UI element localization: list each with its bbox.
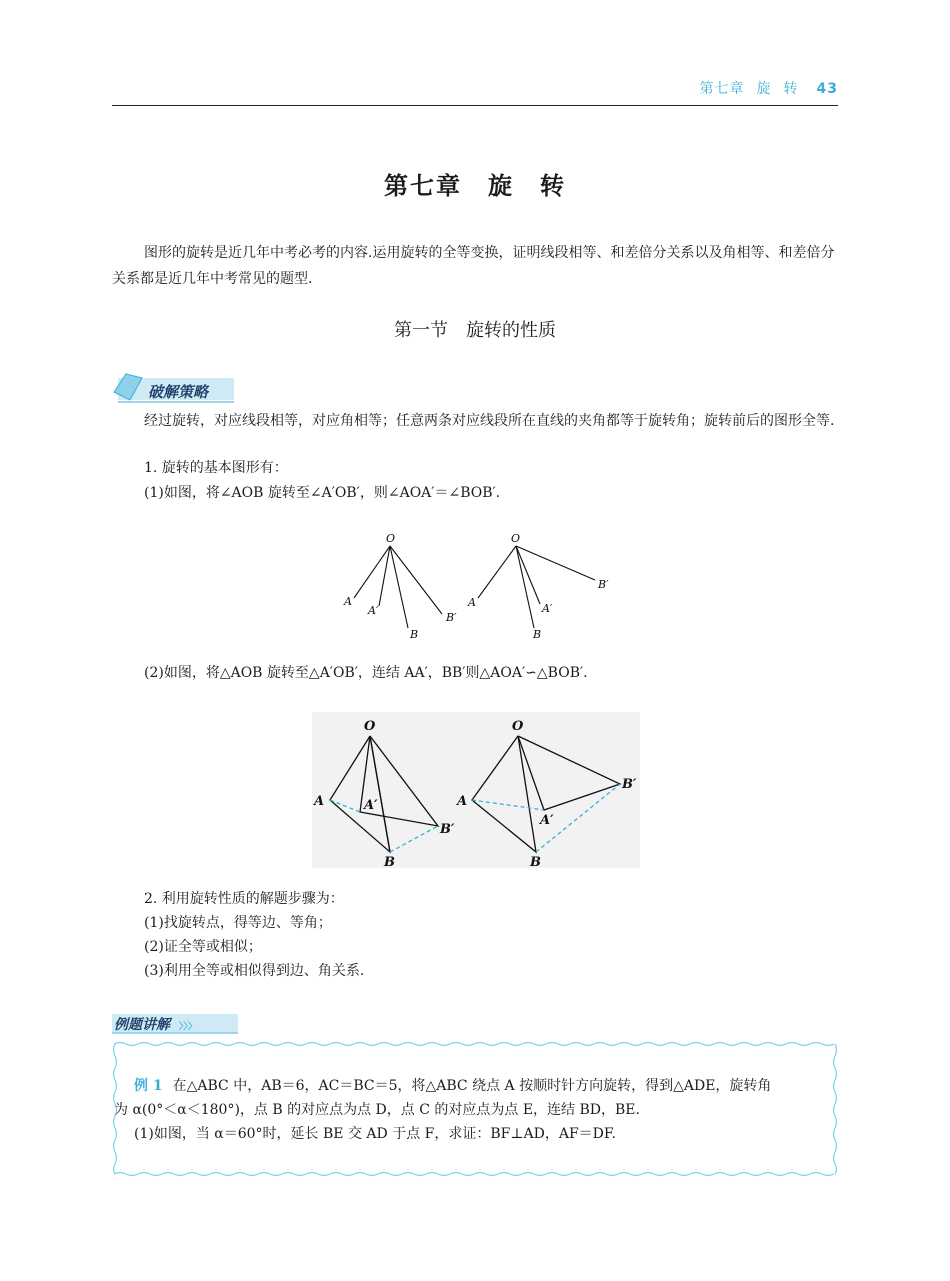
triangle-rotation-figure (312, 712, 640, 868)
ray-OA-prime (379, 546, 390, 606)
label-B-1: B (410, 628, 419, 641)
figure-background (312, 712, 640, 868)
ray-OA (354, 546, 390, 598)
label-B-prime-1: B′ (446, 611, 457, 624)
examples-badge-label (114, 1014, 197, 1034)
tri-label-B-2: B (530, 855, 541, 868)
label-B-prime-2: B′ (598, 578, 609, 591)
tri-label-B-prime-1: B′ (440, 822, 455, 837)
angle-rotation-figure (330, 528, 630, 646)
tri-label-A-2: A (457, 794, 468, 809)
ray-OB-2 (516, 546, 534, 628)
running-title-1: 旋 (756, 81, 772, 97)
label-A-prime-2: A′ (542, 602, 553, 615)
intro-paragraph: 图形的旋转是近几年中考必考的内容.运用旋转的全等变换，证明线段相等、和差倍分关系以及角相等、和差倍分关系都是近几年中考常见的题型. (112, 245, 835, 287)
item2-step-3: (3)利用全等或相似得到边、角关系. (144, 963, 365, 979)
item1-case2: (2)如图，将△AOB 旋转至△A′OB′，连结 AA′，BB′则△AOA′∽△BOB′. (144, 665, 588, 681)
strategy-summary: 经过旋转，对应线段相等，对应角相等；任意两条对应线段所在直线的夹角都等于旋转角；旋转前后的图形全等. (144, 413, 835, 429)
label-O-1: O (386, 532, 396, 545)
tri-label-A-prime-2: A′ (540, 813, 554, 828)
item2-step-2: (2)证全等或相似； (144, 939, 262, 955)
tri-label-B-1: B (384, 855, 395, 868)
running-title-2: 转 (783, 81, 799, 97)
label-O-2: O (511, 532, 521, 545)
label-A-2: A (468, 596, 476, 609)
example-1-text-2: 为 α(0°＜α＜180°)，点 B 的对应点为点 D，点 C 的对应点为点 E，连结 BD，BE. (114, 1102, 640, 1118)
header-rule (112, 105, 838, 106)
examples-badge-text: 例题讲解 (114, 1017, 170, 1033)
chapter-title: 第七章 旋 转 (384, 172, 566, 200)
item2-step-1: (1)找旋转点，得等边、等角； (144, 915, 332, 931)
item2-heading: 2. 利用旋转性质的解题步骤为： (144, 891, 344, 907)
example-1-part-1: (1)如图，当 α＝60°时，延长 BE 交 AD 于点 F，求证：BF⊥AD，AF＝DF. (134, 1126, 616, 1142)
ray-OA-2 (478, 546, 516, 598)
tri-label-B-prime-2: B′ (622, 777, 637, 792)
item1-heading: 1. 旋转的基本图形有： (144, 460, 288, 476)
example-1-line-1 (134, 1075, 771, 1097)
page-number: 43 (816, 81, 838, 97)
tri-label-O-2: O (512, 719, 524, 734)
label-B-2: B (533, 628, 542, 641)
item1-case1: (1)如图，将∠AOB 旋转至∠A′OB′，则∠AOA′＝∠BOB′. (144, 485, 501, 501)
section-title: 第一节 旋转的性质 (394, 320, 556, 341)
example-1-text-1: 在△ABC 中，AB＝6，AC＝BC＝5，将△ABC 绕点 A 按顺时针方向旋转，得到△ADE，旋转角 (172, 1078, 772, 1094)
tri-label-A-1: A (314, 794, 325, 809)
strategy-badge-label: 破解策略 (148, 383, 209, 401)
running-chapter: 第七章 (699, 81, 745, 97)
label-A-1: A (344, 595, 352, 608)
example-1-label: 例 1 (134, 1078, 163, 1094)
tri-label-O-1: O (364, 719, 376, 734)
running-head (700, 78, 838, 98)
examples-badge-chevrons: 〉〉〉 (178, 1022, 197, 1032)
tri-label-A-prime-1: A′ (364, 798, 378, 813)
label-A-prime-1: A′ (368, 604, 379, 617)
